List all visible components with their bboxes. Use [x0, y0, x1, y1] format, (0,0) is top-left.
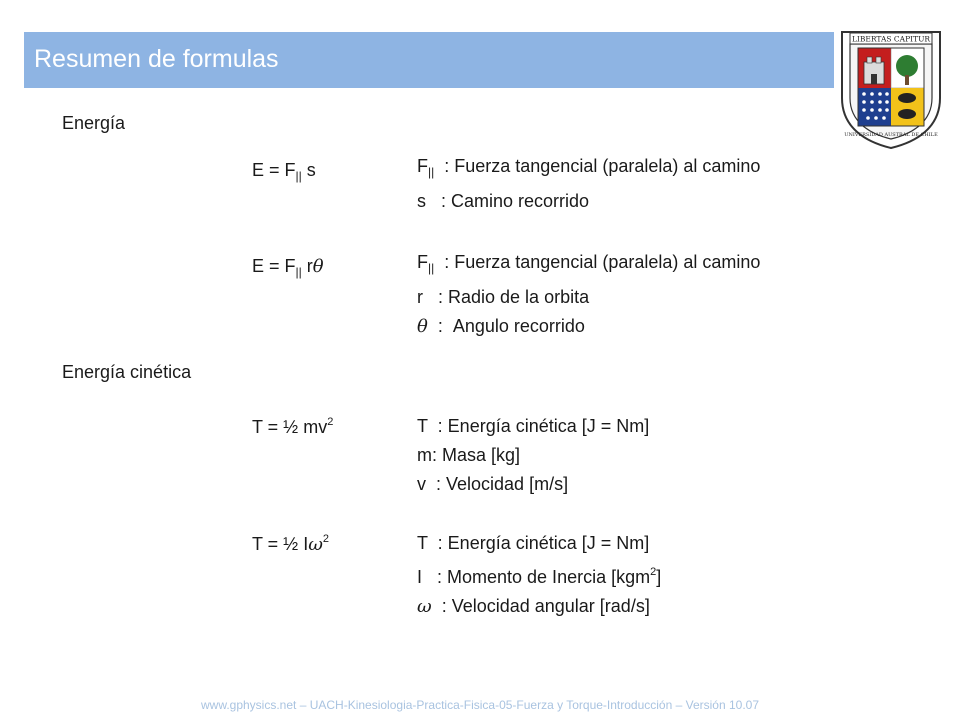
desc-line — [417, 248, 760, 283]
desc-subscript: || — [428, 261, 435, 275]
university-crest-logo — [836, 28, 946, 150]
description-energy-rotational — [417, 248, 760, 341]
desc-line — [417, 312, 760, 341]
desc-line: T : Energía cinética [J = Nm] — [417, 416, 650, 436]
footer-credits: www.gphysics.net – UACH-Kinesiologia-Practica-Fisica-05-Fuerza y Torque-Introducción – Versión 10.07 — [200, 698, 760, 712]
desc-line — [417, 592, 661, 621]
theta-symbol: θ — [417, 316, 428, 337]
formula-subscript: || — [295, 169, 302, 183]
desc-symbol: F — [417, 252, 428, 272]
omega-symbol: ω — [417, 596, 432, 617]
description-kinetic-linear — [417, 412, 649, 499]
section-energia: Energía — [62, 113, 126, 133]
formula-subscript: || — [295, 265, 302, 279]
desc-text: : Fuerza tangencial (paralela) al camino — [434, 156, 761, 176]
desc-line — [417, 558, 661, 592]
desc-superscript: 2 — [650, 566, 657, 578]
desc-line — [417, 152, 760, 187]
desc-line: m: Masa [kg] — [417, 445, 521, 465]
formula-superscript: 2 — [327, 416, 334, 428]
description-energy-linear — [417, 152, 760, 216]
desc-line: s : Camino recorrido — [417, 191, 590, 211]
formula-kinetic-linear — [252, 416, 333, 438]
desc-line: T : Energía cinética [J = Nm] — [417, 533, 650, 553]
desc-subscript: || — [428, 165, 435, 179]
desc-text: : Fuerza tangencial (paralela) al camino — [434, 252, 761, 272]
formula-superscript: 2 — [322, 533, 330, 545]
formula-lhs: E = F — [252, 160, 296, 180]
formula-energy-linear — [252, 160, 316, 183]
desc-line: r : Radio de la orbita — [417, 287, 590, 307]
theta-symbol: θ — [312, 256, 324, 277]
formula-lhs: T = ½ I — [252, 534, 309, 554]
title-bar — [24, 32, 834, 88]
omega-symbol: ω — [308, 534, 323, 555]
desc-text: : Angulo recorrido — [427, 316, 585, 336]
desc-line: v : Velocidad [m/s] — [417, 474, 569, 494]
formula-lhs: T = ½ mv — [252, 417, 328, 437]
formula-tail: r — [301, 256, 313, 276]
formula-kinetic-rotational — [252, 533, 329, 555]
section-energia-cinetica: Energía cinética — [62, 362, 192, 382]
formula-lhs: E = F — [252, 256, 296, 276]
logo-ring-text: UNIVERSIDAD AUSTRAL DE CHILE — [844, 132, 938, 138]
desc-text: : Velocidad angular [rad/s] — [431, 596, 650, 616]
formula-energy-rotational — [252, 256, 324, 279]
page-title: Resumen de formulas — [34, 45, 279, 73]
description-kinetic-rotational — [417, 529, 661, 621]
logo-motto: LIBERTAS CAPITUR — [851, 34, 931, 44]
desc-symbol: F — [417, 156, 428, 176]
formula-tail: s — [301, 160, 316, 180]
desc-text: ] — [656, 567, 662, 587]
desc-text: I : Momento de Inercia [kgm — [417, 567, 651, 587]
